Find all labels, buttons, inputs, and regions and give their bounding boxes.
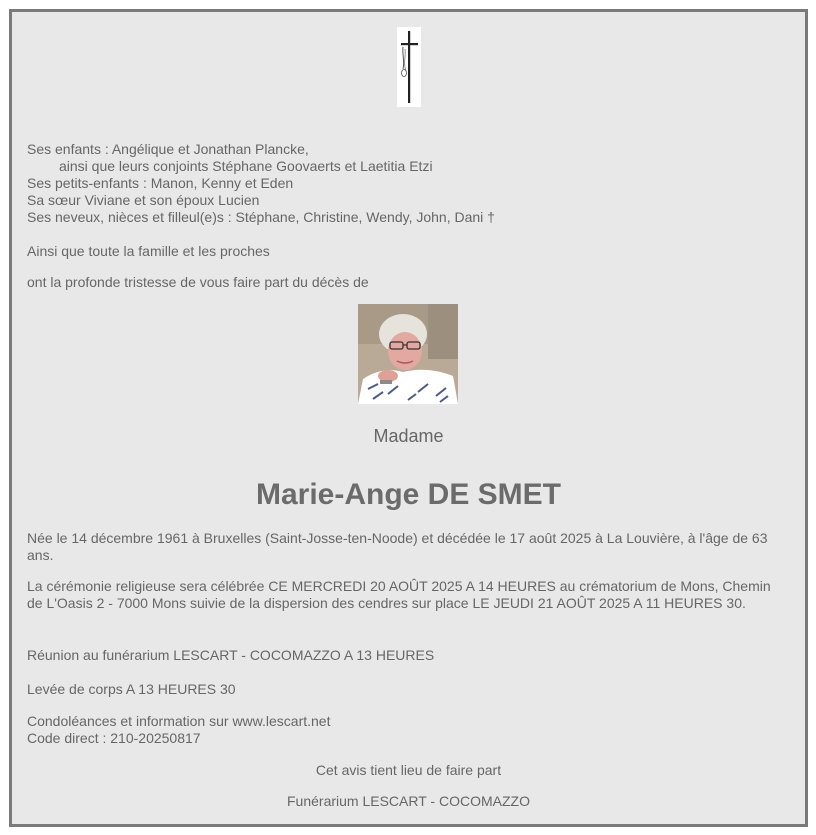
cross-icon: [397, 27, 421, 107]
family-list: [27, 141, 787, 226]
deceased-photo: [358, 304, 458, 404]
notice-text: Cet avis tient lieu de faire part: [315, 762, 502, 778]
condolences-code: Code direct : 210-20250817: [27, 730, 201, 746]
condolences-block: [27, 713, 787, 747]
family-sister: Sa sœur Viviane et son époux Lucien: [27, 192, 260, 208]
family-nephews: Ses neveux, nièces et filleul(e)s : Stéphane, Christine, Wendy, John, Dani †: [27, 209, 495, 225]
family-others: Ainsi que toute la famille et les proches: [27, 243, 270, 259]
family-grandchildren: Ses petits-enfants : Manon, Kenny et Eden: [27, 175, 294, 191]
obituary-card: [9, 9, 808, 827]
condolences-info: Condoléances et information sur www.lescart.net: [27, 713, 331, 729]
deceased-title: Madame: [373, 426, 444, 446]
ceremony-description: La cérémonie religieuse sera célébrée CE MERCREDI 20 AOÛT 2025 A 14 HEURES au crématorium de Mons, Chemin de L'Oasis 2 - 7000 Mons suivie de la dispersion des cendres sur place LE JEUDI 21 AOÛT 2025 A 11 HEURES 30.: [27, 578, 771, 611]
birth-death-info: Née le 14 décembre 1961 à Bruxelles (Saint-Josse-ten-Noode) et décédée le 17 août 2025 à La Louvière, à l'âge de 63 ans.: [27, 530, 768, 563]
family-children: Ses enfants : Angélique et Jonathan Plancke,: [27, 141, 309, 157]
funeral-home-meeting: Réunion au funérarium LESCART - COCOMAZZO A 13 HEURES: [27, 647, 435, 663]
family-children-spouses: ainsi que leurs conjoints Stéphane Goovaerts et Laetitia Etzi: [59, 158, 433, 174]
announcement: ont la profonde tristesse de vous faire part du décès de: [27, 274, 369, 290]
body-removal: Levée de corps A 13 HEURES 30: [27, 681, 236, 697]
deceased-name: Marie-Ange DE SMET: [255, 478, 562, 511]
funeral-home-name: Funérarium LESCART - COCOMAZZO: [287, 793, 530, 809]
